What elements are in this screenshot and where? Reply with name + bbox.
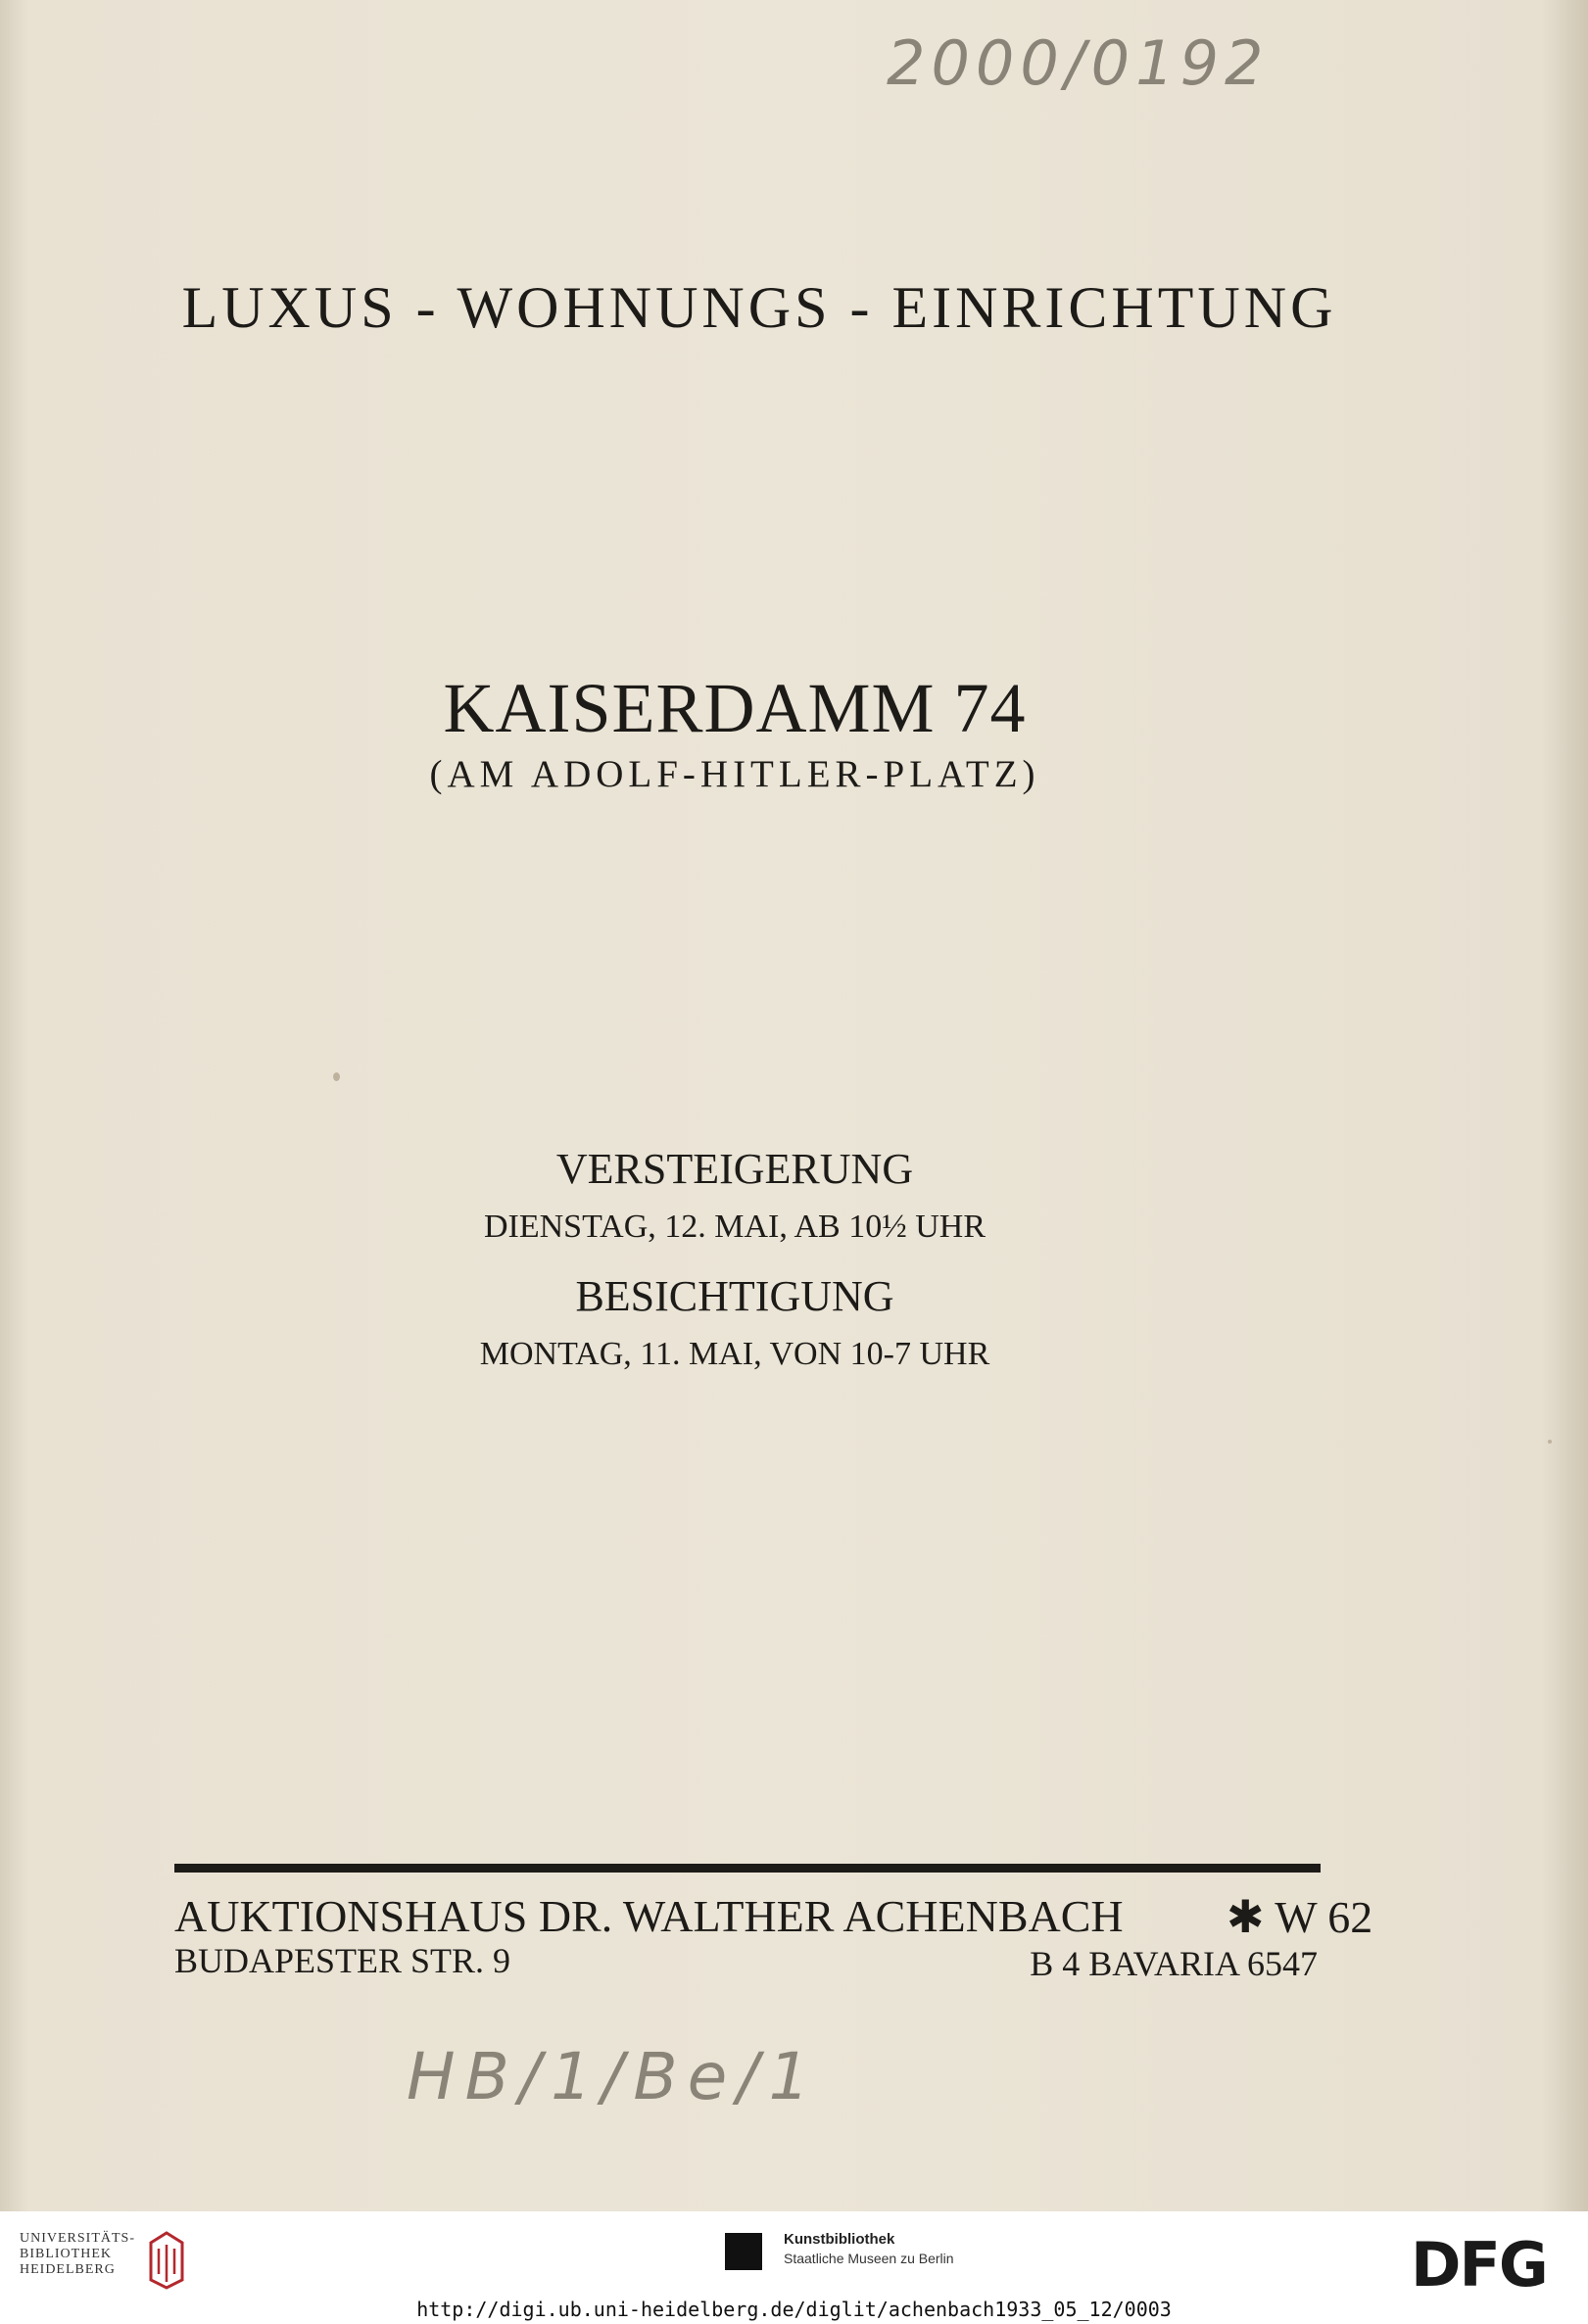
logo-line: UNIVERSITÄTS- bbox=[20, 2231, 135, 2246]
university-seal-icon bbox=[145, 2229, 188, 2292]
divider-rule bbox=[174, 1864, 1321, 1873]
kunstbibliothek-name: Kunstbibliothek bbox=[784, 2231, 895, 2248]
dfg-logo[interactable]: DFG bbox=[1411, 2229, 1547, 2300]
handwritten-call-number: HB/1/Be/1 bbox=[407, 2039, 820, 2114]
viewing-date: MONTAG, 11. MAI, VON 10-7 UHR bbox=[479, 1336, 990, 1372]
auction-date: DIENSTAG, 12. MAI, AB 10½ UHR bbox=[483, 1209, 986, 1245]
logo-line: BIBLIOTHEK bbox=[20, 2247, 112, 2261]
kunstbibliothek-subtitle: Staatliche Museen zu Berlin bbox=[784, 2251, 954, 2266]
auction-house-name: AUKTIONSHAUS DR. WALTHER ACHENBACH bbox=[174, 1891, 1124, 1941]
catalog-title: LUXUS - WOHNUNGS - EINRICHTUNG bbox=[181, 275, 1337, 340]
logo-line: HEIDELBERG bbox=[20, 2262, 116, 2277]
auction-address: KAISERDAMM 74 bbox=[443, 669, 1027, 747]
street-address: BUDAPESTER STR. 9 bbox=[174, 1941, 511, 1980]
viewing-heading: BESICHTIGUNG bbox=[575, 1272, 894, 1320]
university-library-logo[interactable] bbox=[20, 2231, 135, 2278]
permalink-url[interactable]: http://digi.ub.uni-heidelberg.de/diglit/achenbach1933_05_12/0003 bbox=[416, 2298, 1172, 2321]
digitization-footer bbox=[0, 2211, 1588, 2324]
auction-heading: VERSTEIGERUNG bbox=[555, 1145, 914, 1193]
telephone-number: B 4 BAVARIA 6547 bbox=[1030, 1944, 1318, 1983]
address-note: (AM ADOLF-HITLER-PLATZ) bbox=[429, 753, 1040, 795]
kunstbibliothek-logo-icon[interactable] bbox=[725, 2233, 762, 2270]
handwritten-shelfmark: 2000/0192 bbox=[887, 27, 1270, 99]
paper-speck bbox=[1548, 1440, 1552, 1444]
postal-district: ✱ W 62 bbox=[1227, 1892, 1373, 1942]
paper-speck bbox=[333, 1072, 340, 1081]
